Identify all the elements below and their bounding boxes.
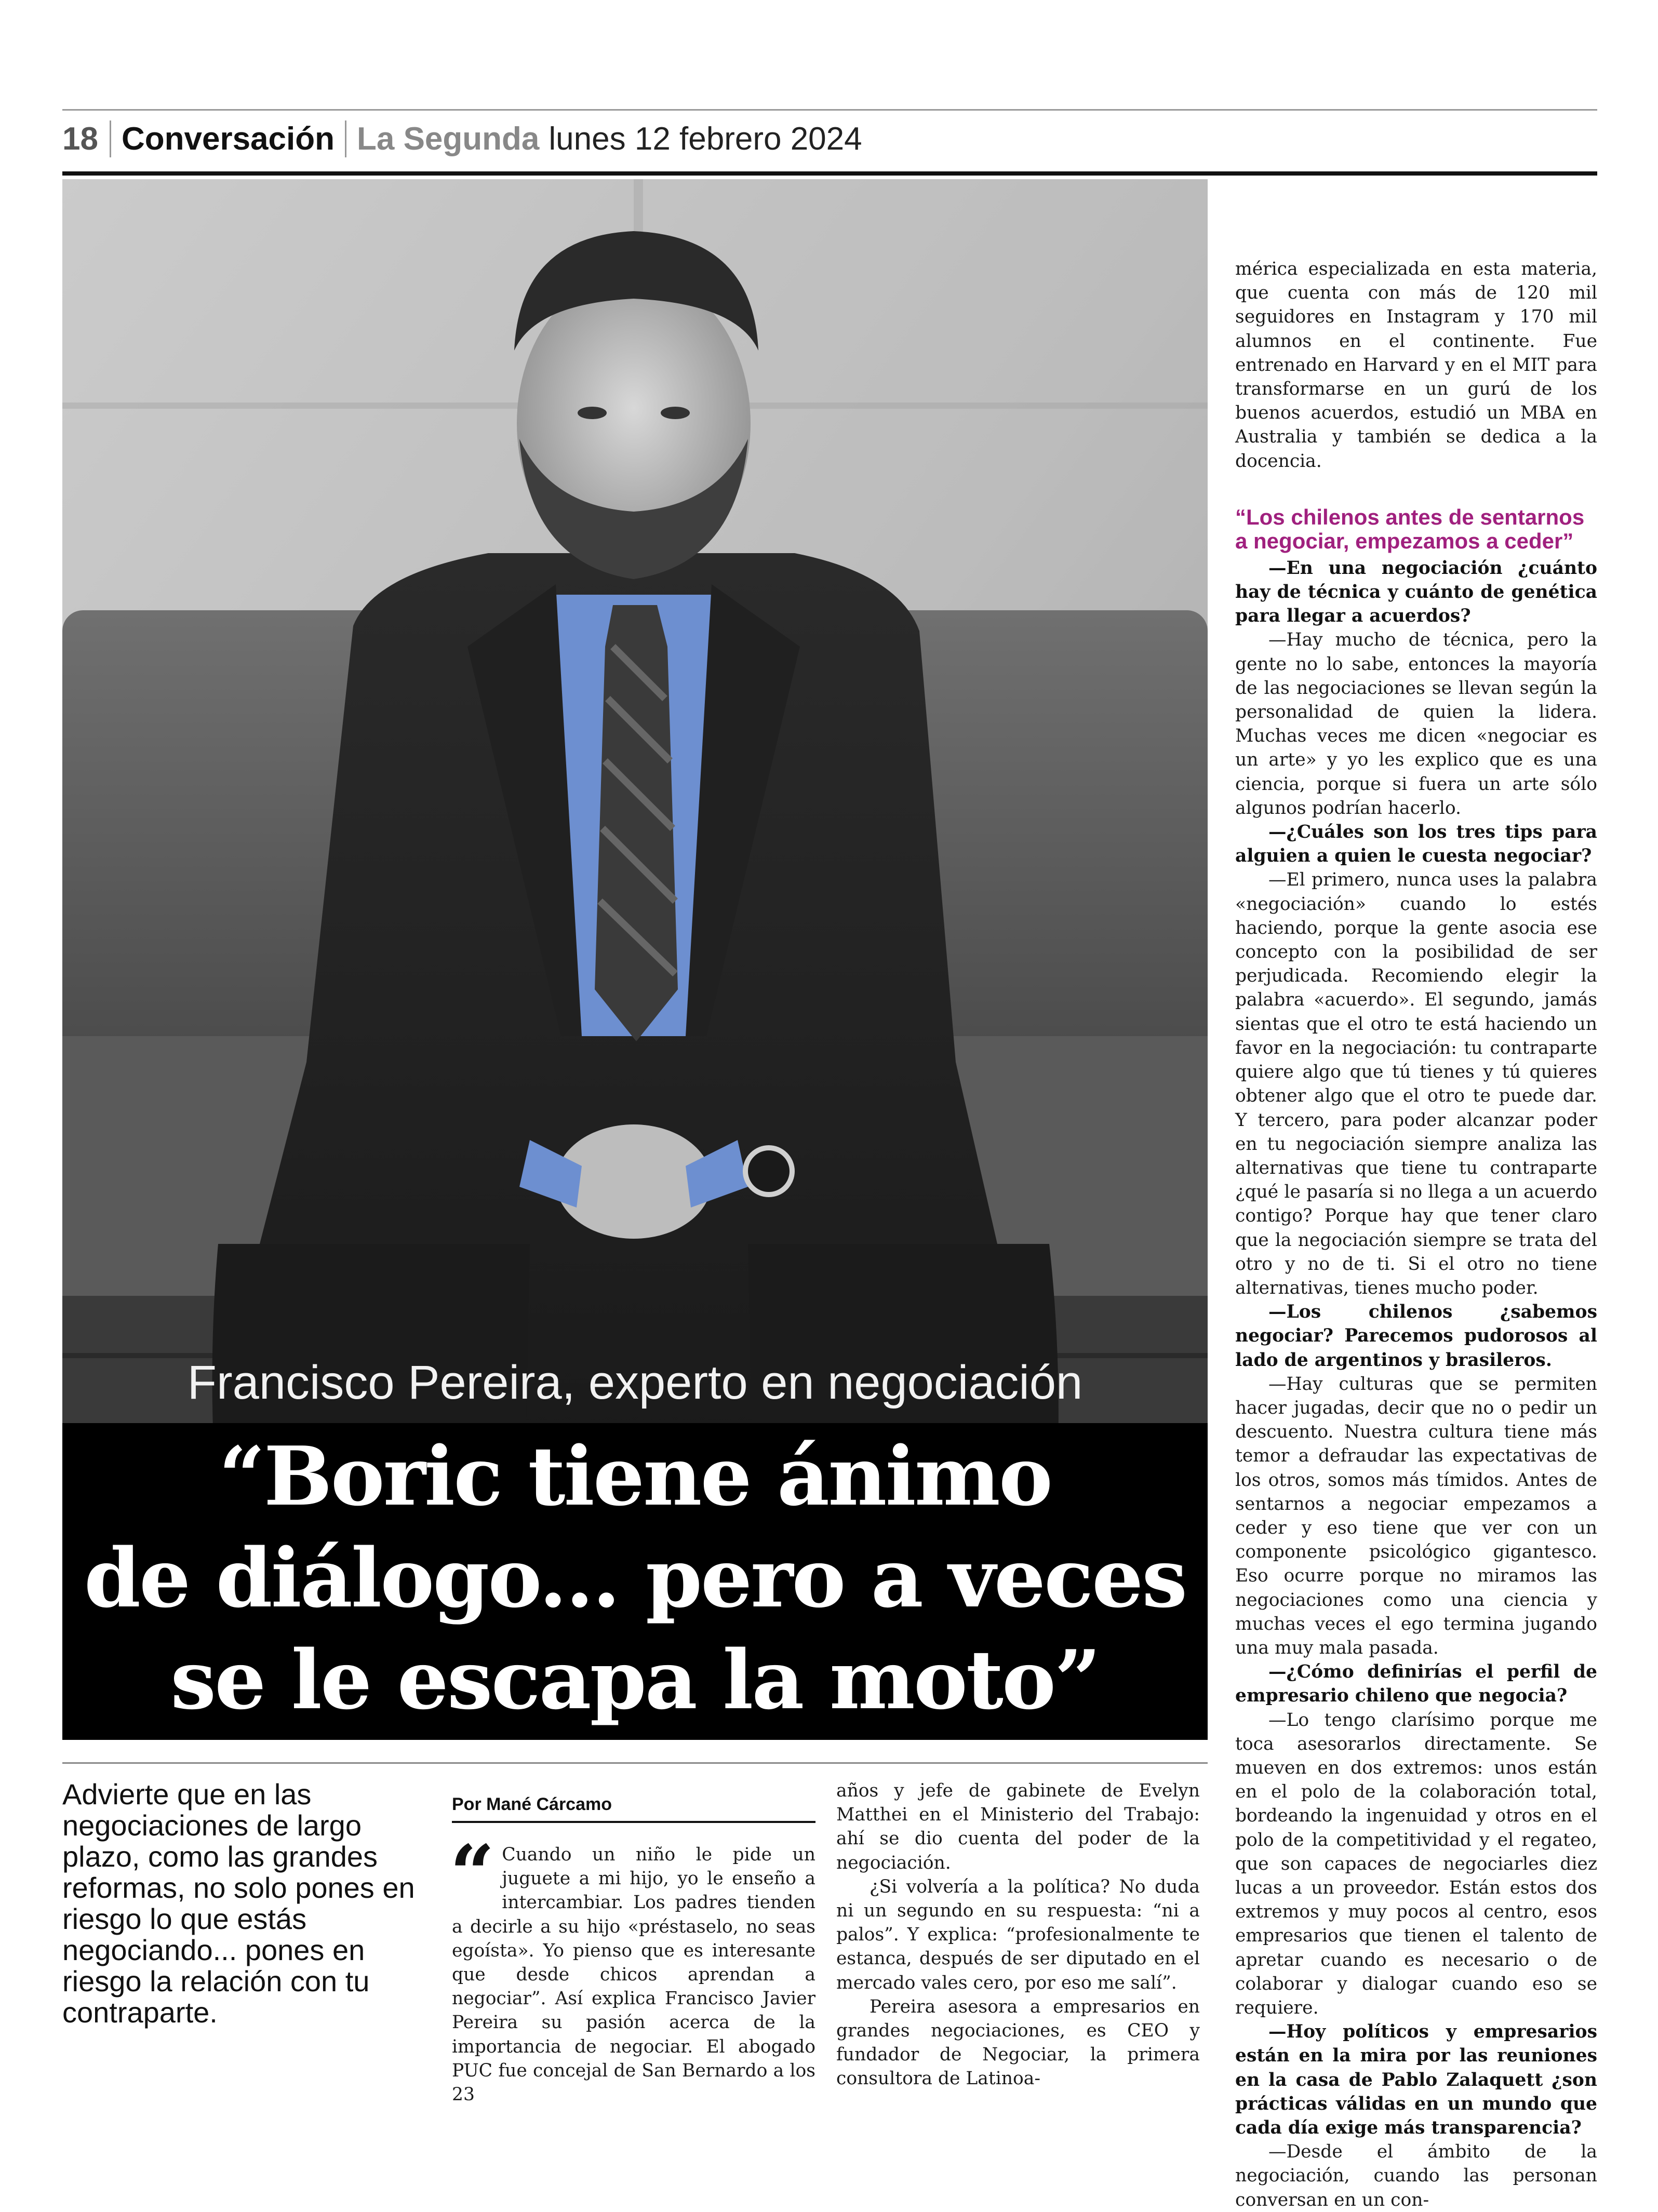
drop-quote-mark: “ xyxy=(450,1828,495,1920)
section-divider xyxy=(62,1762,1208,1764)
issue-date: lunes 12 febrero 2024 xyxy=(549,120,862,157)
interview-answer: —El primero, nunca uses la palabra «negociación» cuando lo estés haciendo, porque la gente asocia ese concepto con la posibilidad de ser perjudicada. Recomiendo elegir la palabra «acuerdo». El segundo, jamás sientas que el otro te está haciendo un favor en la negociación: tu contraparte quiere algo que tú tienes y tú quieres obtener algo que el otro te puede dar. Y tercero, para poder alcanzar poder en tu negociación siempre analiza las alternativas que tiene tu contraparte ¿qué le pasaría si no llega a un acuerdo contigo? Porque hay que tener claro que la negociación siempre se trata del otro y no de ti. Si el otro no tiene alternativas, tienes mucho poder. xyxy=(1235,869,1597,1298)
body-column-1 xyxy=(450,1828,815,2107)
section-name: Conversación xyxy=(111,120,346,157)
body-paragraph: ¿Si volvería a la política? No duda ni un segundo en su respuesta: “ni a palos”. Y explica: “profesionalmente te estanca, después de ser diputado en el mercado vales cero, por eso me salí”. xyxy=(836,1876,1200,1993)
interview-answer: —Lo tengo clarísimo porque me toca asesorarlos directamente. Se mueven en dos extremos: unos están en el polo de la colaboración total, bordeando la ingenuidad y otros en el polo de la competitividad y el regateo, que son capaces de negociarles diez lucas a un proveedor. Están estos dos extremos y muy pocos al centro, esos empresarios que tienen el talento de apretar cuando es necesario o de colaborar y dialogar cuando eso se requiere. xyxy=(1235,1709,1597,2019)
interview-answer: —Desde el ámbito de la negociación, cuando las personan conversan en un con- xyxy=(1235,2141,1597,2210)
body-column-2 xyxy=(836,1779,1200,2091)
body-column-3 xyxy=(1235,257,1597,2212)
body-paragraph: “ Cuando un niño le pide un juguete a mi hijo, yo le enseño a intercambiar. Los padres tienden a decirle a su hijo «préstaselo, no seas egoísta». Yo pienso que es interesante que desde chicos aprendan a negociar”. Así explica Francisco Javier Pereira su pasión acerca de la importancia de negociar. El abogado PUC fue concejal de San Bernardo a los 23 xyxy=(450,1828,815,2106)
headline-kicker: Francisco Pereira, experto en negociación xyxy=(187,1356,1083,1409)
headline-line-1: “Boric tiene ánimo xyxy=(219,1429,1051,1524)
headline-line-3: se le escapa la moto” xyxy=(170,1632,1100,1727)
interview-question: —¿Cuáles son los tres tips para alguien a quien le cuesta negociar? xyxy=(1235,822,1597,867)
interview-question: —En una negociación ¿cuánto hay de técnica y cuánto de genética para llegar a acuerdos? xyxy=(1235,557,1597,627)
headline xyxy=(62,1426,1208,1731)
body-paragraph: mérica especializada en esta materia, que cuenta con más de 120 mil seguidores en Instagram y 170 mil alumnos en el continente. Fue entrenado en Harvard y en el MIT para transformarse en un gurú de los buenos acuerdos, estudió un MBA en Australia y también se dedica a la docencia. xyxy=(1235,259,1597,472)
newspaper-name: La Segunda xyxy=(357,120,540,157)
headline-line-2: de diálogo... pero a veces xyxy=(84,1531,1186,1626)
byline: Por Mané Cárcamo xyxy=(452,1794,815,1823)
article-deck: Advierte que en las negociaciones de largo plazo, como las grandes reformas, no solo pones en riesgo lo que estás negociando... pones en riesgo la relación con tu contraparte. xyxy=(62,1778,415,2029)
page-number: 18 xyxy=(62,120,111,157)
interview-answer: —Hay culturas que se permiten hacer jugadas, decir que no o pedir un descuento. Nuestra cultura tiene más temor a defraudar las expectativas de los otros, somos más tímidos. Antes de sentarnos a negociar empezamos a ceder y eso tiene que ver con un componente psicológico gigantesco. Eso ocurre porque no miramos las negociaciones como una ciencia y muchas veces el ego termina jugando una muy mala pasada. xyxy=(1235,1373,1597,1658)
body-paragraph: Pereira asesora a empresarios en grandes negociaciones, es CEO y fundador de Negociar, la primera consultora de Latinoa- xyxy=(836,1996,1200,2089)
interview-question: —Hoy políticos y empresarios están en la mira por las reuniones en la casa de Pablo Zalaquett ¿son prácticas válidas en un mundo que cada día exige más transparencia? xyxy=(1235,2021,1597,2139)
interview-answer: —Hay mucho de técnica, pero la gente no lo sabe, entonces la mayoría de las negociaciones se llevan según la personalidad de quien la lidera. Muchas veces me dicen «negociar es un arte» y yo les explico que es una ciencia, porque si fuera un arte sólo algunos podrían hacerlo. xyxy=(1235,629,1597,819)
page-header xyxy=(62,115,862,162)
body-paragraph: años y jefe de gabinete de Evelyn Matthei en el Ministerio del Trabajo: ahí se dio cuenta del poder de la negociación. xyxy=(836,1780,1200,1873)
interview-question: —Los chilenos ¿sabemos negociar? Parecemos pudorosos al lado de argentinos y brasileros. xyxy=(1235,1302,1597,1371)
subheading: “Los chilenos antes de sentarnos a negociar, empezamos a ceder” xyxy=(1235,504,1585,553)
interview-question: —¿Cómo definirías el perfil de empresario chileno que negocia? xyxy=(1235,1661,1597,1707)
header-bottom-rule xyxy=(62,171,1597,176)
header-top-rule xyxy=(62,109,1597,111)
